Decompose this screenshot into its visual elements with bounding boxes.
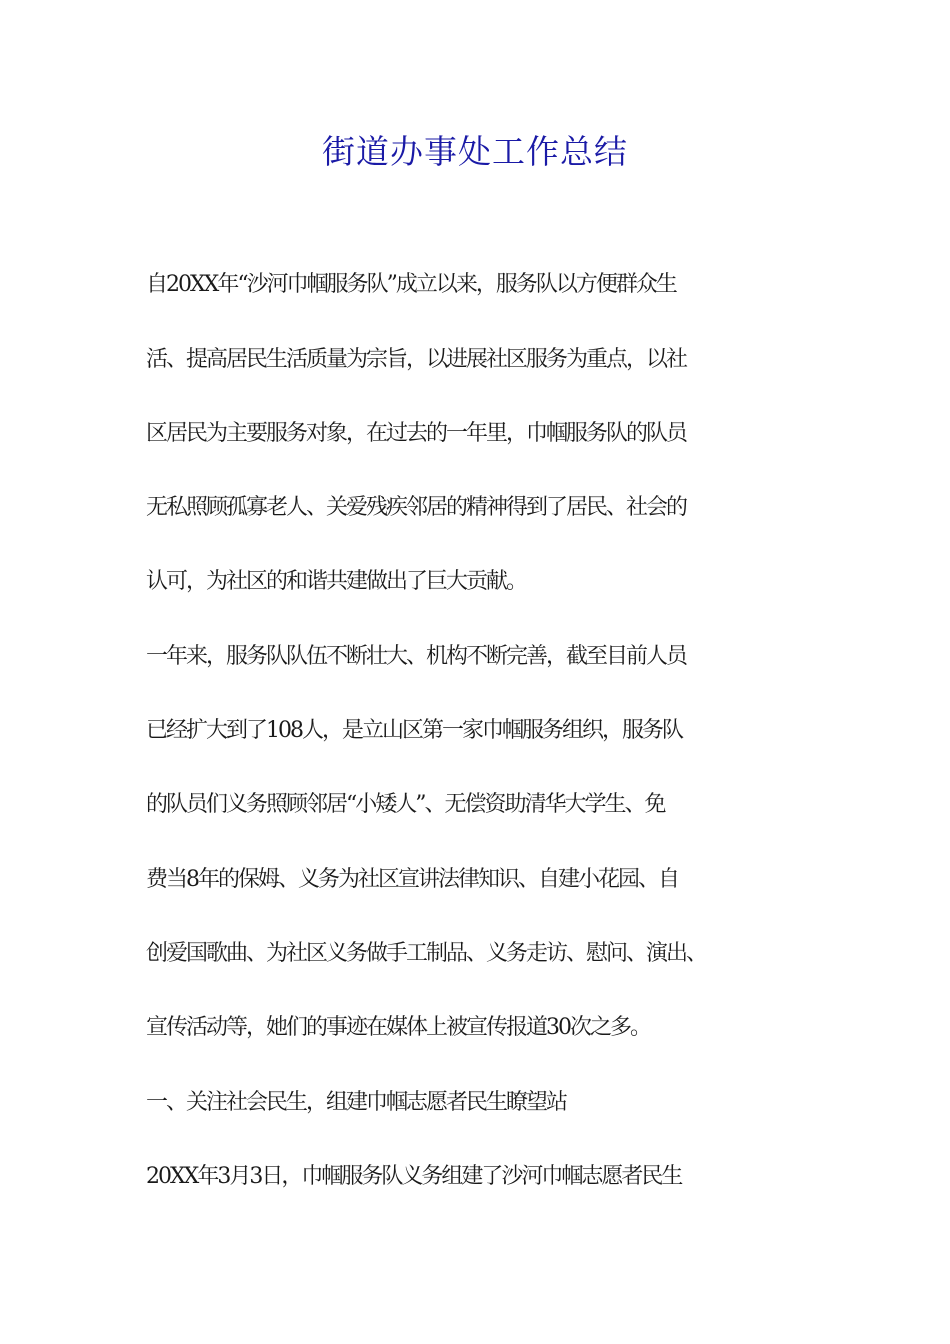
- paragraph-line: 一年来，服务队队伍不断壮大、机构不断完善，截至目前人员: [146, 644, 687, 669]
- paragraph-line: 宣传活动等，她们的事迹在媒体上被宣传报道30次之多。: [146, 1015, 650, 1040]
- paragraph-line: 自20XX年“沙河巾帼服务队”成立以来，服务队以方便群众生: [146, 272, 676, 297]
- paragraph-line: 区居民为主要服务对象，在过去的一年里，巾帼服务队的队员: [146, 421, 687, 446]
- paragraph-line: 创爱国歌曲、为社区义务做手工制品、义务走访、慰问、演出、: [146, 941, 707, 966]
- paragraph-line: 无私照顾孤寡老人、关爱残疾邻居的精神得到了居民、社会的: [146, 495, 687, 520]
- paragraph-line: 活、提高居民生活质量为宗旨，以进展社区服务为重点，以社: [146, 347, 687, 372]
- section-heading: 一、关注社会民生，组建巾帼志愿者民生瞭望站: [146, 1090, 567, 1115]
- paragraph-line: 已经扩大到了108人，是立山区第一家巾帼服务组织，服务队: [146, 718, 682, 743]
- paragraph-line: 认可，为社区的和谐共建做出了巨大贡献。: [146, 569, 527, 594]
- paragraph-line: 20XX年3月3日，巾帼服务队义务组建了沙河巾帼志愿者民生: [146, 1164, 682, 1189]
- paragraph-line: 费当8年的保姆、义务为社区宣讲法律知识、自建小花园、自: [146, 867, 678, 892]
- document-title: 街道办事处工作总结: [322, 132, 628, 171]
- paragraph-line: 的队员们义务照顾邻居“小矮人”、无偿资助清华大学生、免: [146, 792, 665, 817]
